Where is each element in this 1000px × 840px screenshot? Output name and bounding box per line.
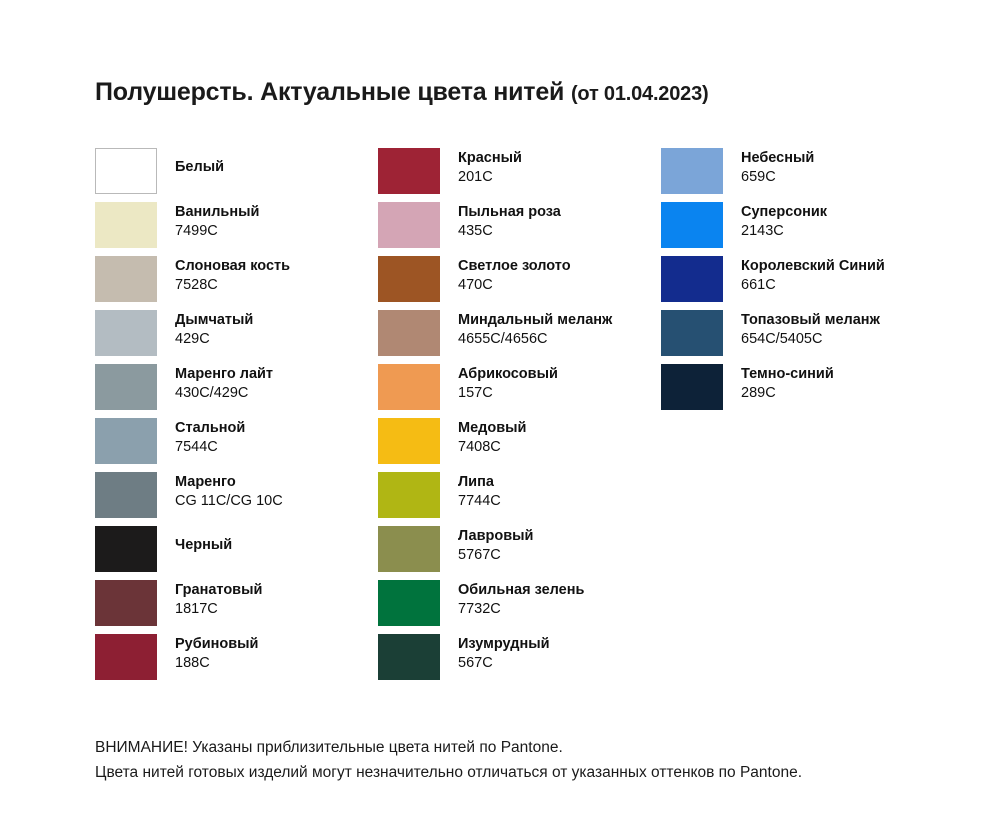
swatch-code: 7544C [175, 438, 218, 455]
color-column-3 [661, 148, 921, 688]
swatch-text [458, 202, 561, 240]
swatch-item [95, 256, 378, 310]
swatch-item [661, 202, 921, 256]
swatch-item [661, 364, 921, 418]
color-swatch [661, 148, 723, 194]
swatch-text [458, 364, 558, 402]
swatch-code: 430C/429C [175, 384, 249, 401]
swatch-item [378, 418, 661, 472]
color-swatch [661, 202, 723, 248]
swatch-name: Светлое золото [458, 258, 571, 274]
swatch-text [175, 310, 253, 348]
swatch-name: Слоновая кость [175, 258, 291, 274]
swatch-code: 157C [458, 384, 493, 401]
color-swatch [378, 364, 440, 410]
color-swatch [378, 418, 440, 464]
swatch-text [458, 310, 612, 348]
swatch-text [741, 202, 827, 240]
swatch-item [95, 418, 378, 472]
swatch-item [378, 472, 661, 526]
color-column-1 [95, 148, 378, 688]
swatch-item [95, 310, 378, 364]
swatch-text [458, 634, 550, 672]
swatch-name: Гранатовый [175, 582, 263, 598]
color-swatch [661, 310, 723, 356]
swatch-code: 5767C [458, 546, 501, 563]
color-swatch [95, 418, 157, 464]
color-swatch [661, 256, 723, 302]
swatch-text [175, 472, 283, 510]
color-swatch [378, 310, 440, 356]
swatch-code: 7744C [458, 492, 501, 509]
swatch-name: Небесный [741, 150, 815, 166]
swatch-code: CG 11C/CG 10C [175, 492, 283, 509]
swatch-name: Суперсоник [741, 204, 828, 220]
swatch-item [661, 256, 921, 310]
swatch-code: 659C [741, 168, 776, 185]
swatch-code: 201C [458, 168, 493, 185]
swatch-item [378, 202, 661, 256]
swatch-text [458, 580, 584, 618]
swatch-item [378, 526, 661, 580]
swatch-text [458, 148, 522, 186]
swatch-text [175, 634, 258, 672]
swatch-text [175, 202, 259, 240]
swatch-item [378, 364, 661, 418]
swatch-code: 7732C [458, 600, 501, 617]
swatch-code: 188C [175, 654, 210, 671]
swatch-code: 4655C/4656C [458, 330, 548, 347]
note-line-2: Цвета нитей готовых изделий могут незначительно отличаться от указанных оттенков по Pantone. [95, 764, 803, 782]
swatch-name: Маренго [175, 474, 236, 490]
swatch-text [175, 148, 224, 177]
swatch-text [458, 256, 571, 294]
swatch-name: Рубиновый [175, 636, 259, 652]
swatch-item [661, 148, 921, 202]
swatch-text [175, 580, 262, 618]
color-swatch [378, 580, 440, 626]
swatch-item [95, 364, 378, 418]
swatch-item [378, 634, 661, 688]
swatch-item [95, 634, 378, 688]
color-swatch [95, 256, 157, 302]
swatch-text [175, 418, 245, 456]
swatch-name: Медовый [458, 420, 527, 436]
color-swatch [95, 634, 157, 680]
swatch-code: 470C [458, 276, 493, 293]
page-title-date: (от 01.04.2023) [570, 83, 709, 105]
swatch-item [378, 310, 661, 364]
swatch-code: 7408C [458, 438, 501, 455]
swatch-code: 661C [741, 276, 776, 293]
swatch-text [741, 148, 814, 186]
swatch-name: Ванильный [175, 204, 260, 220]
swatch-name: Белый [175, 159, 224, 175]
swatch-name: Изумрудный [458, 636, 550, 652]
swatch-name: Темно-синий [741, 366, 834, 382]
swatch-name: Обильная зелень [458, 582, 585, 598]
color-swatch [378, 472, 440, 518]
disclaimer-notes [95, 735, 975, 785]
color-swatch [378, 202, 440, 248]
swatch-code: 654C/5405C [741, 330, 823, 347]
swatch-code: 2143C [741, 222, 784, 239]
swatch-name: Королевский Синий [741, 258, 885, 274]
swatch-code: 1817C [175, 600, 218, 617]
swatch-name: Маренго лайт [175, 366, 274, 382]
color-swatch [95, 310, 157, 356]
swatch-code: 7528C [175, 276, 218, 293]
swatch-text [175, 256, 290, 294]
color-swatch [95, 472, 157, 518]
swatch-text [458, 472, 501, 510]
swatch-code: 567C [458, 654, 493, 671]
swatch-text [175, 526, 232, 555]
color-column-2 [378, 148, 661, 688]
swatch-name: Пыльная роза [458, 204, 561, 220]
color-swatch [95, 202, 157, 248]
swatch-name: Миндальный меланж [458, 312, 613, 328]
swatch-item [95, 580, 378, 634]
color-swatch [95, 526, 157, 572]
swatch-name: Красный [458, 150, 522, 166]
page-title-main: Полушерсть. Актуальные цвета нитей [95, 78, 565, 106]
swatch-item [661, 310, 921, 364]
swatch-code: 429C [175, 330, 210, 347]
swatch-item [378, 580, 661, 634]
swatch-item [95, 526, 378, 580]
swatch-item [378, 148, 661, 202]
swatch-name: Липа [458, 474, 494, 490]
color-swatch [378, 634, 440, 680]
color-swatch [378, 256, 440, 302]
color-columns [95, 148, 925, 688]
color-swatch [95, 364, 157, 410]
color-swatch [661, 364, 723, 410]
swatch-text [458, 418, 526, 456]
swatch-item [95, 202, 378, 256]
note-line-1: ВНИМАНИЕ! Указаны приблизительные цвета нитей по Pantone. [95, 739, 563, 756]
color-swatch [378, 148, 440, 194]
color-swatch [95, 580, 157, 626]
swatch-item [95, 148, 378, 202]
swatch-name: Топазовый меланж [741, 312, 880, 328]
swatch-text [741, 310, 880, 348]
color-swatch [95, 148, 157, 194]
swatch-item [378, 256, 661, 310]
swatch-code: 7499C [175, 222, 218, 239]
swatch-item [95, 472, 378, 526]
swatch-text [175, 364, 273, 402]
swatch-text [458, 526, 533, 564]
swatch-name: Дымчатый [175, 312, 254, 328]
swatch-name: Черный [175, 537, 233, 553]
swatch-code: 289C [741, 384, 776, 401]
page-title [95, 78, 708, 107]
swatch-code: 435C [458, 222, 493, 239]
swatch-name: Абрикосовый [458, 366, 558, 382]
swatch-text [741, 256, 885, 294]
swatch-text [741, 364, 834, 402]
swatch-name: Лавровый [458, 528, 534, 544]
color-swatch [378, 526, 440, 572]
swatch-name: Стальной [175, 420, 246, 436]
